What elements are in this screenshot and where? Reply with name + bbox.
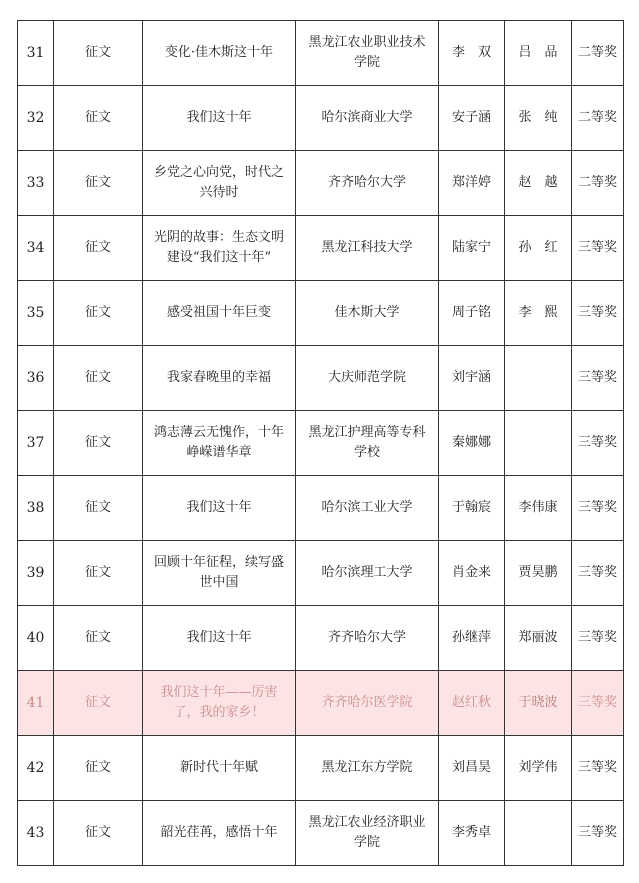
table-row bbox=[18, 801, 624, 866]
row-author: 安子涵 bbox=[439, 86, 505, 151]
row-award: 三等奖 bbox=[572, 281, 624, 346]
row-author: 秦娜娜 bbox=[439, 411, 505, 476]
row-advisor: 李 熙 bbox=[505, 281, 572, 346]
row-author: 刘昌昊 bbox=[439, 736, 505, 801]
row-school: 哈尔滨商业大学 bbox=[296, 86, 439, 151]
row-category: 征文 bbox=[54, 801, 143, 866]
row-author: 周子铭 bbox=[439, 281, 505, 346]
row-award: 三等奖 bbox=[572, 606, 624, 671]
row-advisor: 于晓波 bbox=[505, 671, 572, 736]
row-title: 我们这十年 bbox=[143, 476, 296, 541]
table-row bbox=[18, 606, 624, 671]
row-number: 42 bbox=[18, 736, 54, 801]
row-author: 郑洋婷 bbox=[439, 151, 505, 216]
row-number: 36 bbox=[18, 346, 54, 411]
table-row bbox=[18, 476, 624, 541]
row-award: 三等奖 bbox=[572, 671, 624, 736]
row-number: 43 bbox=[18, 801, 54, 866]
row-category: 征文 bbox=[54, 86, 143, 151]
row-school: 哈尔滨理工大学 bbox=[296, 541, 439, 606]
row-author: 赵红秋 bbox=[439, 671, 505, 736]
table-row bbox=[18, 736, 624, 801]
row-number: 31 bbox=[18, 21, 54, 86]
row-title: 乡党之心向党，时代之兴待时 bbox=[143, 151, 296, 216]
row-number: 40 bbox=[18, 606, 54, 671]
row-school: 黑龙江护理高等专科学校 bbox=[296, 411, 439, 476]
awards-table bbox=[17, 20, 624, 866]
row-category: 征文 bbox=[54, 476, 143, 541]
row-number: 34 bbox=[18, 216, 54, 281]
row-school: 齐齐哈尔大学 bbox=[296, 151, 439, 216]
awards-table-body bbox=[18, 21, 624, 866]
table-row bbox=[18, 281, 624, 346]
row-author: 陆家宁 bbox=[439, 216, 505, 281]
row-author: 孙继萍 bbox=[439, 606, 505, 671]
row-category: 征文 bbox=[54, 541, 143, 606]
row-award: 三等奖 bbox=[572, 411, 624, 476]
row-award: 三等奖 bbox=[572, 476, 624, 541]
row-award: 三等奖 bbox=[572, 541, 624, 606]
row-title: 鸿志薄云无愧作，十年峥嵘谱华章 bbox=[143, 411, 296, 476]
row-title: 韶光荏苒，感悟十年 bbox=[143, 801, 296, 866]
row-advisor: 郑丽波 bbox=[505, 606, 572, 671]
row-title: 我们这十年 bbox=[143, 606, 296, 671]
row-category: 征文 bbox=[54, 216, 143, 281]
row-author: 李 双 bbox=[439, 21, 505, 86]
row-advisor: 刘学伟 bbox=[505, 736, 572, 801]
row-title: 光阴的故事：生态文明建设“我们这十年” bbox=[143, 216, 296, 281]
row-award: 二等奖 bbox=[572, 151, 624, 216]
row-award: 三等奖 bbox=[572, 346, 624, 411]
row-school: 大庆师范学院 bbox=[296, 346, 439, 411]
row-award: 三等奖 bbox=[572, 736, 624, 801]
row-advisor: 吕 品 bbox=[505, 21, 572, 86]
row-author: 刘宇涵 bbox=[439, 346, 505, 411]
row-number: 38 bbox=[18, 476, 54, 541]
row-award: 二等奖 bbox=[572, 86, 624, 151]
row-number: 39 bbox=[18, 541, 54, 606]
table-row bbox=[18, 411, 624, 476]
row-school: 黑龙江农业经济职业学院 bbox=[296, 801, 439, 866]
row-advisor: 孙 红 bbox=[505, 216, 572, 281]
row-school: 黑龙江科技大学 bbox=[296, 216, 439, 281]
row-author: 李秀卓 bbox=[439, 801, 505, 866]
row-number: 41 bbox=[18, 671, 54, 736]
row-number: 37 bbox=[18, 411, 54, 476]
table-row-highlighted bbox=[18, 671, 624, 736]
row-author: 于翰宸 bbox=[439, 476, 505, 541]
row-title: 我们这十年 bbox=[143, 86, 296, 151]
table-row bbox=[18, 86, 624, 151]
row-title: 变化·佳木斯这十年 bbox=[143, 21, 296, 86]
row-author: 肖金来 bbox=[439, 541, 505, 606]
row-category: 征文 bbox=[54, 281, 143, 346]
table-row bbox=[18, 216, 624, 281]
row-category: 征文 bbox=[54, 21, 143, 86]
row-number: 32 bbox=[18, 86, 54, 151]
table-row bbox=[18, 346, 624, 411]
row-school: 齐齐哈尔医学院 bbox=[296, 671, 439, 736]
row-advisor bbox=[505, 346, 572, 411]
table-row bbox=[18, 151, 624, 216]
row-title: 回顾十年征程，续写盛世中国 bbox=[143, 541, 296, 606]
row-advisor bbox=[505, 411, 572, 476]
row-advisor bbox=[505, 801, 572, 866]
row-award: 三等奖 bbox=[572, 216, 624, 281]
row-award: 二等奖 bbox=[572, 21, 624, 86]
row-school: 佳木斯大学 bbox=[296, 281, 439, 346]
row-advisor: 李伟康 bbox=[505, 476, 572, 541]
row-school: 黑龙江东方学院 bbox=[296, 736, 439, 801]
row-category: 征文 bbox=[54, 736, 143, 801]
row-category: 征文 bbox=[54, 606, 143, 671]
row-title: 我们这十年——厉害了，我的家乡！ bbox=[143, 671, 296, 736]
row-school: 哈尔滨工业大学 bbox=[296, 476, 439, 541]
row-number: 33 bbox=[18, 151, 54, 216]
row-advisor: 贾昊鹏 bbox=[505, 541, 572, 606]
row-school: 齐齐哈尔大学 bbox=[296, 606, 439, 671]
row-category: 征文 bbox=[54, 151, 143, 216]
row-category: 征文 bbox=[54, 346, 143, 411]
row-title: 我家春晚里的幸福 bbox=[143, 346, 296, 411]
row-school: 黑龙江农业职业技术学院 bbox=[296, 21, 439, 86]
row-title: 感受祖国十年巨变 bbox=[143, 281, 296, 346]
row-category: 征文 bbox=[54, 411, 143, 476]
row-advisor: 赵 越 bbox=[505, 151, 572, 216]
table-row bbox=[18, 541, 624, 606]
row-number: 35 bbox=[18, 281, 54, 346]
row-category: 征文 bbox=[54, 671, 143, 736]
table-row bbox=[18, 21, 624, 86]
row-advisor: 张 纯 bbox=[505, 86, 572, 151]
row-award: 三等奖 bbox=[572, 801, 624, 866]
row-title: 新时代十年赋 bbox=[143, 736, 296, 801]
